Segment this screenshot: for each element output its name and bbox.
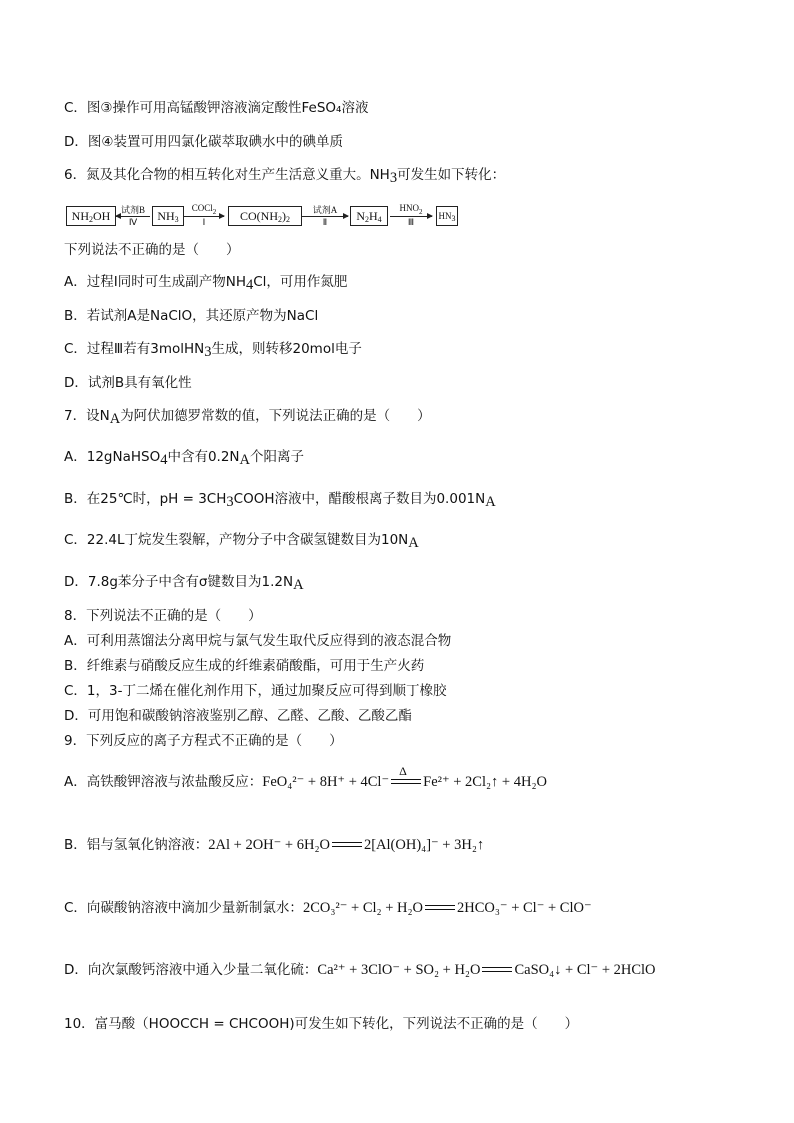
q9-option-a <box>64 764 547 791</box>
q6-prompt: 下列说法不正确的是（ ） <box>64 242 240 258</box>
q7-stem-text-2: 为阿伏加德罗常数的值，下列说法正确的是（ ） <box>120 408 431 424</box>
q6-stem-text: 6．氮及其化合物的相互转化对生产生活意义重大。NH <box>64 167 390 183</box>
q6-option-a-text: A．过程Ⅰ同时可生成副产物NH <box>64 274 246 290</box>
q10-stem: 10．富马酸（HOOCCH = CHCOOH)可发生如下转化，下列说法不正确的是（ ） <box>64 1016 579 1032</box>
arrow-i-label: Ⅰ <box>202 217 206 227</box>
q9-c-rhs: 2HCO₃⁻ + Cl⁻ + ClO⁻ <box>457 900 592 916</box>
node-urea: $CO(NH_2)_2$ <box>228 206 302 226</box>
heat-delta: Δ <box>399 764 407 778</box>
q7-option-c: C．22.4L丁烷发生裂解，产物分子中含碳氢键数目为$10N_A$ <box>64 532 419 551</box>
option-c-prev: C．图③操作可用高锰酸钾溶液滴定酸性FeSO₄溶液 <box>64 100 369 116</box>
q6-option-c-text: C．过程Ⅲ若有3molHN <box>64 341 205 357</box>
arrow-ii-label: Ⅱ <box>322 217 328 227</box>
q9-a-lhs: FeO₄²⁻ + 8H⁺ + 4Cl⁻ <box>262 774 390 790</box>
arrow-iii <box>390 204 432 228</box>
arrow-i <box>184 204 224 228</box>
equals-sign <box>425 902 455 914</box>
q8-option-a: A．可利用蒸馏法分离甲烷与氯气发生取代反应得到的液态混合物 <box>64 633 452 649</box>
q7-option-a-text-2: 中含有0.2N <box>167 449 240 465</box>
node-nh3: $NH_3$ <box>152 206 184 226</box>
q9-a-rhs: Fe²⁺ + 2Cl₂↑ + 4H₂O <box>423 774 547 790</box>
q7-option-d: D．7.8g苯分子中含有σ键数目为$1.2N_A$ <box>64 574 304 593</box>
q9-b-lhs: 2Al + 2OH⁻ + 6H₂O <box>208 837 330 853</box>
q8-option-b: B．纤维素与硝酸反应生成的纤维素硝酸酯，可用于生产火药 <box>64 658 425 674</box>
q7-option-a-text-3: 个阳离子 <box>250 449 305 465</box>
equals-sign <box>482 964 512 976</box>
arrow-iv-label: Ⅳ <box>128 217 138 227</box>
q6-option-d: D．试剂B具有氧化性 <box>64 375 192 391</box>
q9-stem: 9．下列反应的离子方程式不正确的是（ ） <box>64 733 343 749</box>
q6-option-a-text-2: Cl，可用作氮肥 <box>253 274 348 290</box>
q9-option-c-label: C．向碳酸钠溶液中滴加少量新制氯水： <box>64 900 303 916</box>
q8-option-c: C．1，3-丁二烯在催化剂作用下，通过加聚反应可得到顺丁橡胶 <box>64 683 447 699</box>
node-hn3: $HN_3$ <box>436 206 458 226</box>
q9-option-d-label: D．向次氯酸钙溶液中通入少量二氧化硫： <box>64 962 318 978</box>
q9-c-lhs: 2CO₃²⁻ + Cl₂ + H₂O <box>302 900 423 916</box>
q9-d-lhs: Ca²⁺ + 3ClO⁻ + SO₂ + H₂O <box>317 962 481 978</box>
reaction-scheme <box>64 202 464 232</box>
q7-option-b-text: B．在25℃时，pH = 3CH <box>64 491 227 507</box>
arrow-iv-reagent: 试剂B <box>120 205 145 215</box>
q9-option-d <box>64 961 656 979</box>
q7-option-a: A．12gNaHSO$_4$中含有$0.2N_A$个阳离子 <box>64 449 305 468</box>
q6-stem-text-2: 可发生如下转化： <box>397 167 506 183</box>
arrow-iii-reagent: $HNO_2$ <box>399 203 423 216</box>
q7-option-b-text-2: COOH溶液中，醋酸根离子数目为0.001N <box>233 491 486 507</box>
q8-stem: 8．下列说法不正确的是（ ） <box>64 608 262 624</box>
arrow-ii-reagent: 试剂A <box>312 205 338 215</box>
q9-option-b-label: B．铝与氢氧化钠溶液： <box>64 837 209 853</box>
arrow-ii <box>302 204 348 228</box>
q9-option-a-label: A．高铁酸钾溶液与浓盐酸反应： <box>64 774 263 790</box>
arrow-iv <box>116 204 150 228</box>
equals-sign <box>332 839 362 851</box>
q7-option-d-text: D．7.8g苯分子中含有σ键数目为1.2N <box>64 574 294 590</box>
q9-b-rhs: 2[Al(OH)₄]⁻ + 3H₂↑ <box>363 837 485 853</box>
q7-option-c-text: C．22.4L丁烷发生裂解，产物分子中含碳氢键数目为10N <box>64 532 409 548</box>
q6-option-c-text-2: 生成，则转移20mol电子 <box>211 341 362 357</box>
q6-stem: 6．氮及其化合物的相互转化对生产生活意义重大。$NH_3$可发生如下转化： <box>64 167 506 186</box>
option-d-prev: D．图④装置可用四氯化碳萃取碘水中的碘单质 <box>64 134 343 150</box>
node-n2h4: $N_2H_4$ <box>350 206 388 226</box>
q9-option-b <box>64 836 484 854</box>
q8-option-d: D．可用饱和碳酸钠溶液鉴别乙醇、乙醛、乙酸、乙酸乙酯 <box>64 708 412 724</box>
equals-heat-sign <box>391 764 421 788</box>
node-nh2oh: $NH_2OH$ <box>66 206 116 226</box>
q7-stem-text: 7．设N <box>64 408 110 424</box>
q7-option-a-text: A．12gNaHSO <box>64 449 161 465</box>
q6-option-a: A．过程Ⅰ同时可生成副产物$NH_4Cl$，可用作氮肥 <box>64 274 348 293</box>
q9-option-c <box>64 899 592 917</box>
arrow-i-reagent: COCl$_2$ <box>191 203 217 216</box>
q6-option-c: C．过程Ⅲ若有3molHN$_3$生成，则转移20mol电子 <box>64 341 362 360</box>
q9-d-rhs: CaSO₄↓ + Cl⁻ + 2HClO <box>514 962 656 978</box>
q7-stem: 7．设$N_A$为阿伏加德罗常数的值，下列说法正确的是（ ） <box>64 408 431 427</box>
arrow-iii-label: Ⅲ <box>407 217 415 227</box>
q7-option-b: B．在25℃时，pH = $3CH_3COOH$溶液中，醋酸根离子数目为$0.001N_A$ <box>64 491 496 510</box>
q6-option-b: B．若试剂A是NaClO，其还原产物为NaCl <box>64 308 319 324</box>
